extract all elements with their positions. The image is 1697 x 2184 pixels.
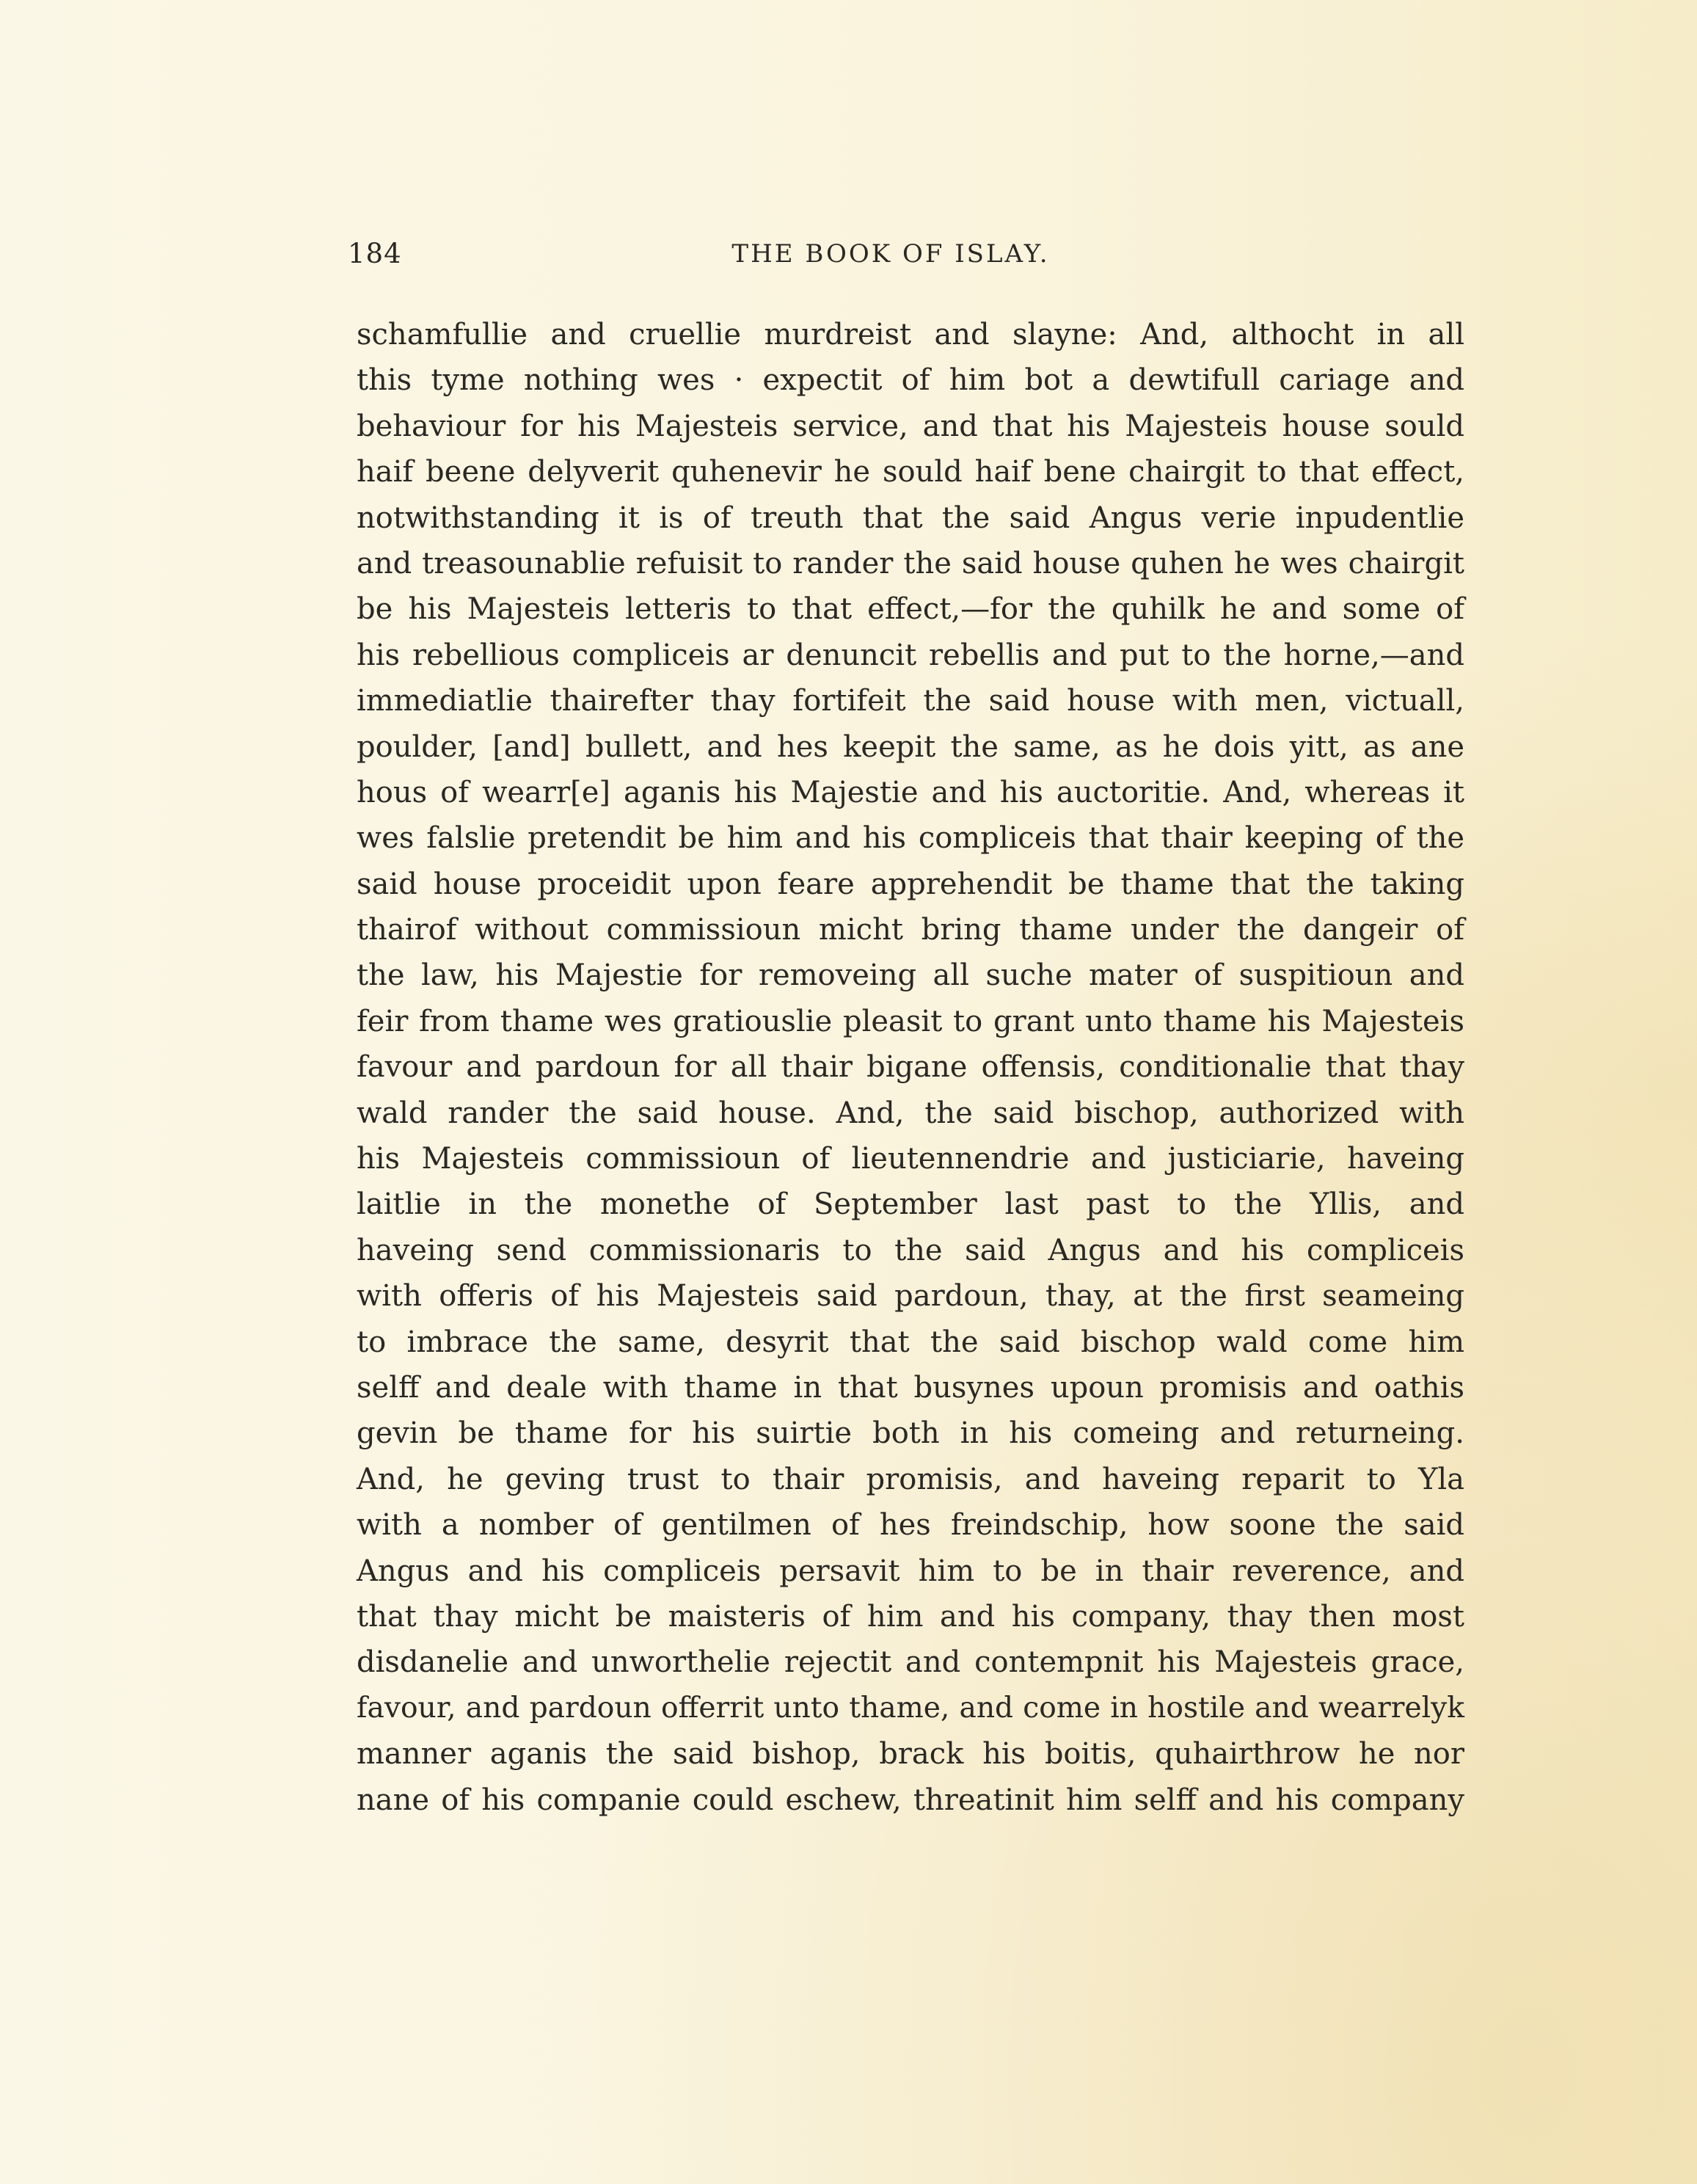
text-line: be his Majesteis letteris to that effect,—for the quhilk he and some of xyxy=(357,592,1464,627)
text-line: the law, his Majestie for removeing all suche mater of suspitioun and xyxy=(357,958,1464,993)
text-line: notwithstanding it is of treuth that the said Angus verie inpudentlie xyxy=(357,500,1464,535)
text-line: his Majesteis commissioun of lieutennendrie and justiciarie, haveing xyxy=(357,1142,1464,1176)
text-line: with offeris of his Majesteis said pardoun, thay, at the first seameing xyxy=(357,1279,1464,1314)
text-line: immediatlie thairefter thay fortifeit the said house with men, victuall, xyxy=(357,684,1464,718)
text-line: and treasounablie refuisit to rander the said house quhen he wes chairgit xyxy=(357,546,1464,580)
body-text xyxy=(357,312,1464,1823)
text-line: his rebellious compliceis ar denuncit rebellis and put to the horne,—and xyxy=(357,638,1464,672)
text-line: gevin be thame for his suirtie both in his comeing and returneing. xyxy=(357,1416,1464,1451)
text-line: wald rander the said house. And, the said bischop, authorized with xyxy=(357,1096,1464,1130)
text-line: nane of his companie could eschew, threatinit him selff and his company xyxy=(357,1783,1464,1817)
text-line: wes falslie pretendit be him and his compliceis that thair keeping of the xyxy=(357,821,1464,856)
text-line: hous of wearr[e] aganis his Majestie and his auctoritie. And, whereas it xyxy=(357,775,1464,809)
text-line: Angus and his compliceis persavit him to be in thair reverence, and xyxy=(357,1554,1464,1588)
text-line: to imbrace the same, desyrit that the said bischop wald come him xyxy=(357,1325,1464,1359)
running-title: THE BOOK OF ISLAY. xyxy=(731,239,1050,269)
text-line: manner aganis the said bishop, brack his boitis, quhairthrow he nor xyxy=(357,1737,1464,1772)
text-line: disdanelie and unworthelie rejectit and contempnit his Majesteis grace, xyxy=(357,1645,1464,1680)
text-line: this tyme nothing wes · expectit of him bot a dewtifull cariage and xyxy=(357,363,1464,398)
text-line: said house proceidit upon feare apprehendit be thame that the taking xyxy=(357,867,1464,901)
text-line: selff and deale with thame in that busynes upoun promisis and oathis xyxy=(357,1370,1464,1405)
text-line: that thay micht be maisteris of him and his company, thay then most xyxy=(357,1599,1464,1634)
text-line: behaviour for his Majesteis service, and that his Majesteis house sould xyxy=(357,409,1464,443)
text-line: And, he geving trust to thair promisis, and haveing reparit to Yla xyxy=(357,1462,1464,1496)
text-line: thairof without commissioun micht bring thame under the dangeir of xyxy=(357,913,1464,947)
running-head xyxy=(348,233,1464,274)
text-line: laitlie in the monethe of September last past to the Yllis, and xyxy=(357,1187,1464,1222)
text-line: schamfullie and cruellie murdreist and slayne: And, althocht in all xyxy=(357,318,1464,352)
text-line: favour, and pardoun offerrit unto thame, and come in hostile and wearrelyk xyxy=(357,1691,1464,1725)
text-line: haif beene delyverit quhenevir he sould haif bene chairgit to that effect, xyxy=(357,455,1464,489)
text-line: poulder, [and] bullett, and hes keepit the same, as he dois yitt, as ane xyxy=(357,729,1464,764)
text-line: feir from thame wes gratiouslie pleasit to grant unto thame his Majesteis xyxy=(357,1004,1464,1038)
text-line: with a nomber of gentilmen of hes freindschip, how soone the said xyxy=(357,1508,1464,1543)
text-line: haveing send commissionaris to the said Angus and his compliceis xyxy=(357,1233,1464,1267)
page-number: 184 xyxy=(348,238,402,269)
text-line: favour and pardoun for all thair bigane offensis, conditionalie that thay xyxy=(357,1050,1464,1085)
